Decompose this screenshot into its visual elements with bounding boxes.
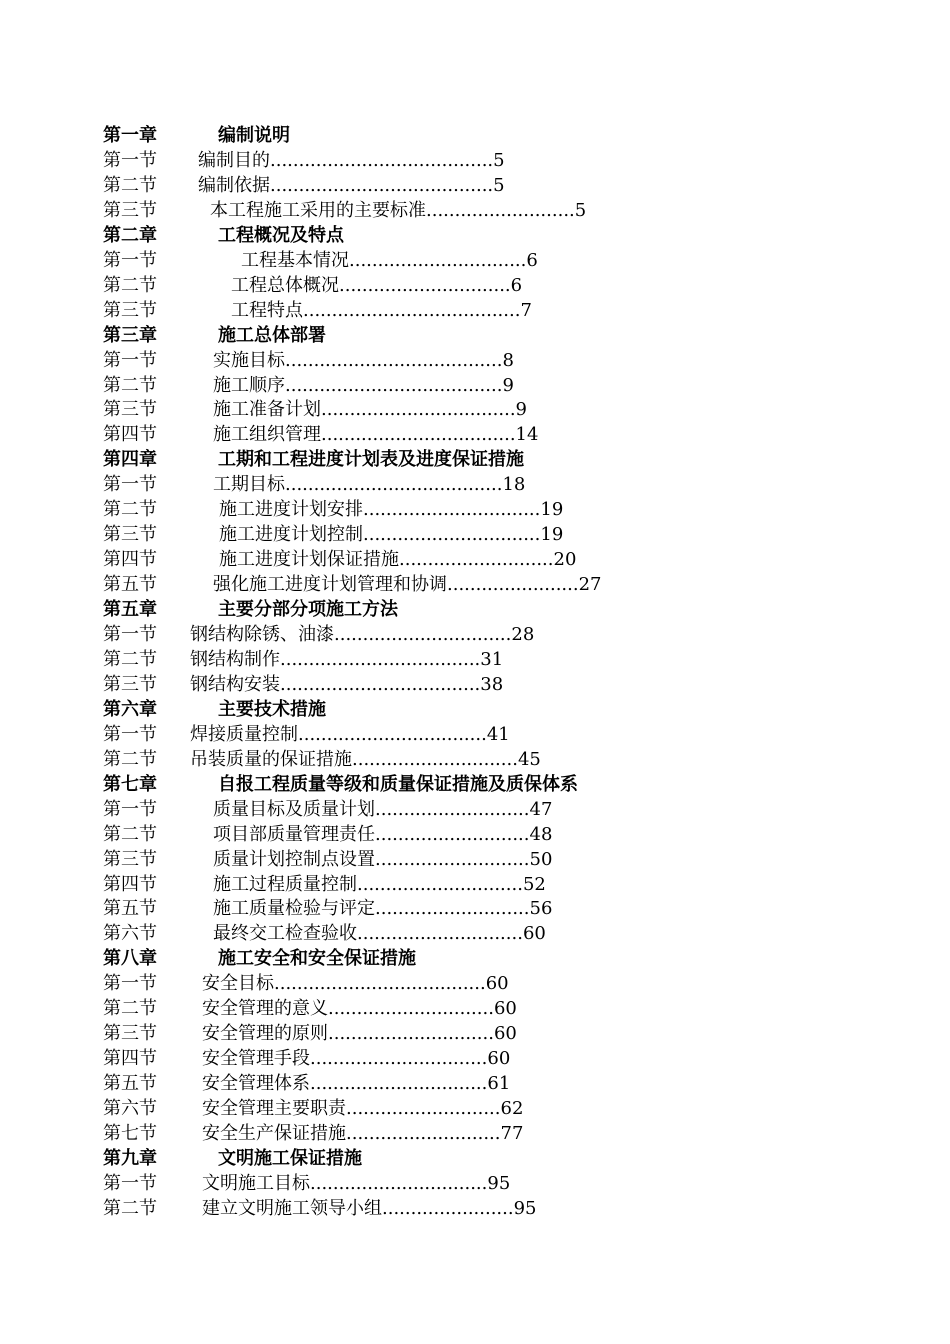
page-number: 6 <box>510 274 523 296</box>
section-entry <box>190 622 534 647</box>
section-number: 第四节 <box>103 424 157 446</box>
section-number: 第三节 <box>103 199 157 221</box>
section-number: 第一节 <box>103 474 157 496</box>
dot-leader: ............................. <box>357 873 523 895</box>
section-title: 安全管理体系 <box>202 1073 310 1095</box>
page-number: 77 <box>500 1123 524 1144</box>
section-title: 安全管理主要职责 <box>202 1098 346 1120</box>
section-title: 焊接质量控制 <box>190 723 298 745</box>
page-number: 27 <box>578 574 602 596</box>
dot-leader: .................................. <box>321 424 516 446</box>
section-entry <box>213 921 546 946</box>
section-entry <box>202 1071 510 1096</box>
section-number: 第一节 <box>103 149 157 171</box>
page-number: 8 <box>502 349 514 371</box>
dot-leader: ............................... <box>363 499 541 521</box>
section-number: 第三节 <box>103 673 157 695</box>
section-number: 第一节 <box>103 249 157 271</box>
section-number: 第一节 <box>103 723 157 745</box>
page-number: 5 <box>574 199 587 221</box>
section-number: 第三节 <box>103 399 157 421</box>
page-number: 60 <box>522 923 546 945</box>
section-title: 编制目的 <box>198 149 270 171</box>
section-number: 第二节 <box>103 1197 157 1219</box>
dot-leader: ..................................... <box>274 973 486 995</box>
chapter-number: 第二章 <box>103 224 157 246</box>
chapter-title: 施工安全和安全保证措施 <box>218 948 416 970</box>
section-title: 建立文明施工领导小组 <box>202 1197 382 1219</box>
page-number: 6 <box>526 249 538 271</box>
chapter-number: 第三章 <box>103 324 157 346</box>
section-entry <box>190 672 503 697</box>
page-number: 61 <box>487 1073 511 1095</box>
section-title: 施工准备计划 <box>213 399 321 421</box>
section-entry <box>213 872 546 897</box>
section-title: 吊装质量的保证措施 <box>190 748 352 770</box>
section-number: 第二节 <box>103 823 157 845</box>
dot-leader: ........................... <box>399 549 554 571</box>
page-number: 60 <box>485 973 509 995</box>
section-title: 安全管理的原则 <box>202 1023 328 1045</box>
section-entry <box>213 397 527 422</box>
section-number: 第三节 <box>103 299 157 321</box>
page-number: 5 <box>493 149 505 171</box>
dot-leader: ........................... <box>375 798 530 820</box>
chapter-number: 第九章 <box>103 1147 157 1169</box>
section-title: 文明施工目标 <box>202 1172 310 1194</box>
chapter-title: 主要技术措施 <box>218 698 326 720</box>
dot-leader: ........................... <box>375 823 530 845</box>
page-number: 20 <box>553 549 577 571</box>
page-number: 19 <box>540 499 564 521</box>
section-number: 第二节 <box>103 274 157 296</box>
dot-leader: ...................................... <box>285 474 503 496</box>
dot-leader: ............................... <box>363 524 541 546</box>
dot-leader: ................................... <box>280 673 481 695</box>
chapter-number: 第四章 <box>103 449 157 471</box>
section-title: 安全管理手段 <box>202 1048 310 1070</box>
section-title: 施工组织管理 <box>213 424 321 446</box>
section-number: 第二节 <box>103 374 157 396</box>
page-number: 18 <box>502 474 526 496</box>
section-number: 第三节 <box>103 848 157 870</box>
dot-leader: ............................... <box>310 1048 488 1070</box>
section-entry <box>213 822 552 847</box>
chapter-number: 第七章 <box>103 773 157 795</box>
section-title: 钢结构除锈、油漆 <box>190 624 334 645</box>
section-entry <box>198 173 505 198</box>
section-entry <box>202 1021 517 1046</box>
section-entry <box>190 722 510 747</box>
section-number: 第四节 <box>103 1048 157 1070</box>
section-entry <box>231 298 532 323</box>
page-number: 60 <box>493 998 517 1020</box>
chapter-number: 第六章 <box>103 698 157 720</box>
section-title: 安全管理的意义 <box>202 998 328 1020</box>
dot-leader: .................................. <box>321 399 516 421</box>
dot-leader: .............................. <box>339 274 511 296</box>
section-number: 第四节 <box>103 873 157 895</box>
dot-leader: ............................. <box>357 923 523 945</box>
section-number: 第一节 <box>103 624 157 645</box>
section-title: 编制依据 <box>198 174 270 196</box>
page-number: 60 <box>493 1023 517 1045</box>
section-title: 工程基本情况 <box>241 249 349 271</box>
section-number: 第二节 <box>103 648 157 670</box>
chapter-title: 工程概况及特点 <box>218 224 344 246</box>
dot-leader: ...................................... <box>285 374 503 396</box>
section-title: 本工程施工采用的主要标准 <box>210 199 426 221</box>
chapter-number: 第一章 <box>103 125 157 146</box>
section-title: 钢结构安装 <box>190 673 280 695</box>
page-number: 41 <box>486 723 510 745</box>
section-entry <box>210 198 586 223</box>
page-number: 52 <box>522 873 546 895</box>
section-title: 安全生产保证措施 <box>202 1123 346 1144</box>
section-title: 施工进度计划安排 <box>219 499 363 521</box>
chapter-title: 编制说明 <box>218 125 290 146</box>
page-number: 47 <box>529 798 553 820</box>
section-entry <box>219 547 576 572</box>
dot-leader: ............................... <box>310 1172 488 1194</box>
dot-leader: ............................... <box>349 249 527 271</box>
dot-leader: ....................................... <box>270 174 494 196</box>
page-number: 31 <box>480 648 504 670</box>
section-number: 第二节 <box>103 174 157 196</box>
section-number: 第三节 <box>103 524 157 546</box>
section-title: 质量目标及质量计划 <box>213 798 375 820</box>
section-number: 第五节 <box>103 574 157 596</box>
section-title: 施工顺序 <box>213 374 285 396</box>
page-number: 62 <box>500 1098 524 1120</box>
chapter-title: 文明施工保证措施 <box>218 1147 362 1169</box>
chapter-title: 主要分部分项施工方法 <box>218 599 398 621</box>
section-title: 工期目标 <box>213 474 285 496</box>
section-entry <box>198 148 505 173</box>
section-title: 施工过程质量控制 <box>213 873 357 895</box>
section-number: 第五节 <box>103 898 157 920</box>
section-entry <box>190 647 503 672</box>
section-number: 第二节 <box>103 499 157 521</box>
section-number: 第四节 <box>103 549 157 571</box>
dot-leader: ....................... <box>382 1197 514 1219</box>
section-title: 最终交工检查验收 <box>213 923 357 945</box>
dot-leader: ...................................... <box>285 349 503 371</box>
chapter-title: 自报工程质量等级和质量保证措施及质保体系 <box>218 773 578 795</box>
chapter-title: 工期和工程进度计划表及进度保证措施 <box>218 449 524 471</box>
section-entry <box>213 472 525 497</box>
chapter-number: 第八章 <box>103 948 157 970</box>
section-entry <box>213 348 514 373</box>
section-entry <box>231 273 522 298</box>
section-title: 钢结构制作 <box>190 648 280 670</box>
section-entry <box>202 1096 523 1121</box>
section-number: 第五节 <box>103 1073 157 1095</box>
section-number: 第六节 <box>103 1098 157 1120</box>
section-title: 施工质量检验与评定 <box>213 898 375 920</box>
section-number: 第二节 <box>103 748 157 770</box>
chapter-number: 第五章 <box>103 599 157 621</box>
section-number: 第一节 <box>103 798 157 820</box>
section-entry <box>213 422 538 447</box>
dot-leader: ............................. <box>328 1023 494 1045</box>
page-number: 14 <box>515 424 539 446</box>
section-title: 施工进度计划控制 <box>219 524 363 546</box>
page-number: 9 <box>502 374 514 396</box>
section-title: 安全目标 <box>202 973 274 995</box>
section-title: 质量计划控制点设置 <box>213 848 375 870</box>
section-entry <box>202 1196 537 1221</box>
section-title: 工程总体概况 <box>231 274 339 296</box>
dot-leader: ........................... <box>375 898 530 920</box>
section-entry <box>202 996 517 1021</box>
dot-leader: ....................... <box>447 574 579 596</box>
dot-leader: ............................... <box>310 1073 488 1095</box>
section-number: 第三节 <box>103 1023 157 1045</box>
section-title: 项目部质量管理责任 <box>213 823 375 845</box>
section-entry <box>202 1121 523 1146</box>
page-number: 38 <box>480 673 504 695</box>
section-number: 第一节 <box>103 1172 157 1194</box>
dot-leader: ............................. <box>352 748 518 770</box>
dot-leader: ............................... <box>334 624 512 645</box>
dot-leader: ....................................... <box>270 149 494 171</box>
section-entry <box>241 248 538 273</box>
section-number: 第七节 <box>103 1123 157 1144</box>
section-number: 第二节 <box>103 998 157 1020</box>
section-entry <box>202 1046 510 1071</box>
dot-leader: ...................................... <box>303 299 521 321</box>
page-number: 7 <box>520 299 532 321</box>
page-number: 19 <box>540 524 564 546</box>
page-number: 48 <box>529 823 553 845</box>
page-number: 95 <box>513 1197 537 1219</box>
page-number: 50 <box>529 848 553 870</box>
section-entry <box>219 522 563 547</box>
section-number: 第六节 <box>103 923 157 945</box>
section-entry <box>213 373 514 398</box>
page-number: 95 <box>487 1172 511 1194</box>
section-entry <box>202 1171 510 1196</box>
chapter-title: 施工总体部署 <box>218 324 326 346</box>
section-entry <box>190 747 541 772</box>
dot-leader: ........................... <box>375 848 530 870</box>
section-entry <box>213 896 552 921</box>
section-entry <box>219 497 563 522</box>
section-title: 实施目标 <box>213 349 285 371</box>
section-number: 第一节 <box>103 349 157 371</box>
section-entry <box>213 572 602 597</box>
section-title: 工程特点 <box>231 299 303 321</box>
page-number: 45 <box>517 748 541 770</box>
dot-leader: ........................... <box>346 1123 501 1144</box>
page-number: 60 <box>487 1048 511 1070</box>
page-number: 9 <box>515 399 527 421</box>
page-number: 28 <box>511 624 535 645</box>
section-entry <box>202 971 509 996</box>
dot-leader: .......................... <box>426 199 575 221</box>
page-number: 56 <box>529 898 553 920</box>
dot-leader: ........................... <box>346 1098 501 1120</box>
dot-leader: ................................... <box>280 648 481 670</box>
section-number: 第一节 <box>103 973 157 995</box>
dot-leader: ............................. <box>328 998 494 1020</box>
section-entry <box>213 847 552 872</box>
section-entry <box>213 797 552 822</box>
dot-leader: ................................. <box>298 723 487 745</box>
section-title: 施工进度计划保证措施 <box>219 549 399 571</box>
section-title: 强化施工进度计划管理和协调 <box>213 574 447 596</box>
page-number: 5 <box>493 174 505 196</box>
